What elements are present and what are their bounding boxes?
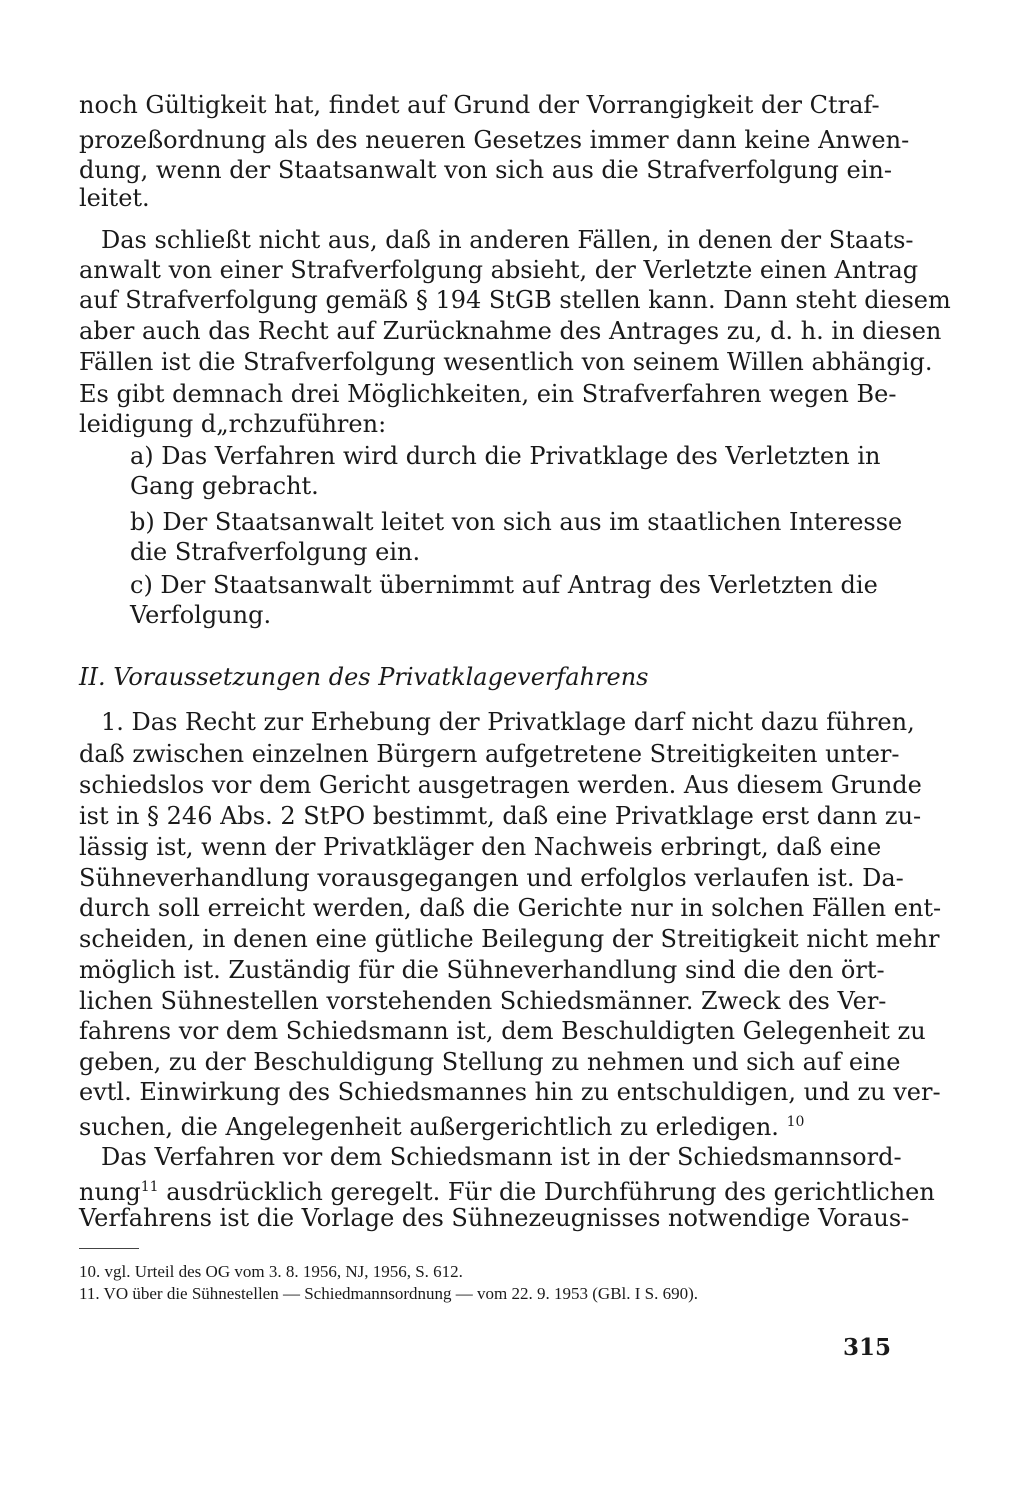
text-line: prozeßordnung als des neueren Gesetzes immer dann keine Anwen- [79,126,910,154]
text-line: Es gibt demnach drei Möglichkeiten, ein Strafverfahren wegen Be- [79,380,897,408]
footnote-divider [79,1248,139,1249]
page-number: 315 [843,1334,892,1361]
text-run: ausdrücklich geregelt. Für die Durchführung des gerichtlichen [166,1178,935,1206]
text-line: schiedslos vor dem Gericht ausgetragen werden. Aus diesem Grunde [79,771,922,799]
text-line: lichen Sühnestellen vorstehenden Schiedsmänner. Zweck des Ver- [79,987,887,1015]
footnote-ref-11[interactable]: 11 [140,1179,159,1195]
text-line: dung, wenn der Staatsanwalt von sich aus die Strafverfolgung ein- [79,156,892,184]
text-line: leidigung d„rchzuführen: [79,410,387,438]
text-line: die Strafverfolgung ein. [130,538,421,566]
text-line [79,1172,935,1207]
text-line: lässig ist, wenn der Privatkläger den Nachweis erbringt, daß eine [79,833,882,861]
text-line: durch soll erreicht werden, daß die Gerichte nur in solchen Fällen ent- [79,894,942,922]
text-line: daß zwischen einzelnen Bürgern aufgetretene Streitigkeiten unter- [79,740,900,768]
section-heading: II. Voraussetzungen des Privatklageverfahrens [79,663,649,691]
text-line: Das schließt nicht aus, daß in anderen Fällen, in denen der Staats- [101,226,914,254]
text-line: 1. Das Recht zur Erhebung der Privatklage darf nicht dazu führen, [101,708,915,736]
text-line: Das Verfahren vor dem Schiedsmann ist in der Schiedsmannsord- [101,1143,902,1171]
text-line: aber auch das Recht auf Zurücknahme des Antrages zu, d. h. in diesen [79,317,942,345]
text-line: Gang gebracht. [130,472,319,500]
text-run: nung [79,1178,141,1206]
text-line: fahrens vor dem Schiedsmann ist, dem Beschuldigten Gelegenheit zu [79,1017,926,1045]
text-line: auf Strafverfolgung gemäß § 194 StGB stellen kann. Dann steht diesem [79,286,951,314]
text-line: ist in § 246 Abs. 2 StPO bestimmt, daß eine Privatklage erst dann zu- [79,802,922,830]
text-line: Verfolgung. [130,601,272,629]
list-item-b: b) Der Staatsanwalt leitet von sich aus im staatlichen Interesse [130,508,903,536]
text-line [79,1107,804,1142]
text-line: evtl. Einwirkung des Schiedsmannes hin zu entschuldigen, und zu ver- [79,1078,941,1106]
text-line: Fällen ist die Strafverfolgung wesentlich von seinem Willen abhängig. [79,348,933,376]
text-line: scheiden, in denen eine gütliche Beilegung der Streitigkeit nicht mehr [79,925,940,953]
text-line: geben, zu der Beschuldigung Stellung zu nehmen und sich auf eine [79,1048,901,1076]
text-line: noch Gültigkeit hat, findet auf Grund der Vorrangigkeit der Ctraf- [79,91,880,119]
text-line: Sühneverhandlung vorausgegangen und erfolglos verlaufen ist. Da- [79,864,904,892]
list-item-a: a) Das Verfahren wird durch die Privatklage des Verletzten in [130,442,881,470]
text-line: möglich ist. Zuständig für die Sühneverhandlung sind die den ört- [79,956,885,984]
list-item-c: c) Der Staatsanwalt übernimmt auf Antrag des Verletzten die [130,571,878,599]
text-line: leitet. [79,184,150,212]
text-run: suchen, die Angelegenheit außergerichtlich zu erledigen. [79,1113,779,1141]
footnote-10: 10. vgl. Urteil des OG vom 3. 8. 1956, NJ, 1956, S. 612. [79,1262,463,1281]
footnote-ref-10[interactable]: 10 [786,1114,805,1130]
text-line: anwalt von einer Strafverfolgung absieht, der Verletzte einen Antrag [79,256,919,284]
text-line: Verfahrens ist die Vorlage des Sühnezeugnisses notwendige Voraus- [79,1204,910,1232]
footnote-11: 11. VO über die Sühnestellen — Schiedmannsordnung — vom 22. 9. 1953 (GBl. I S. 690). [79,1284,699,1303]
